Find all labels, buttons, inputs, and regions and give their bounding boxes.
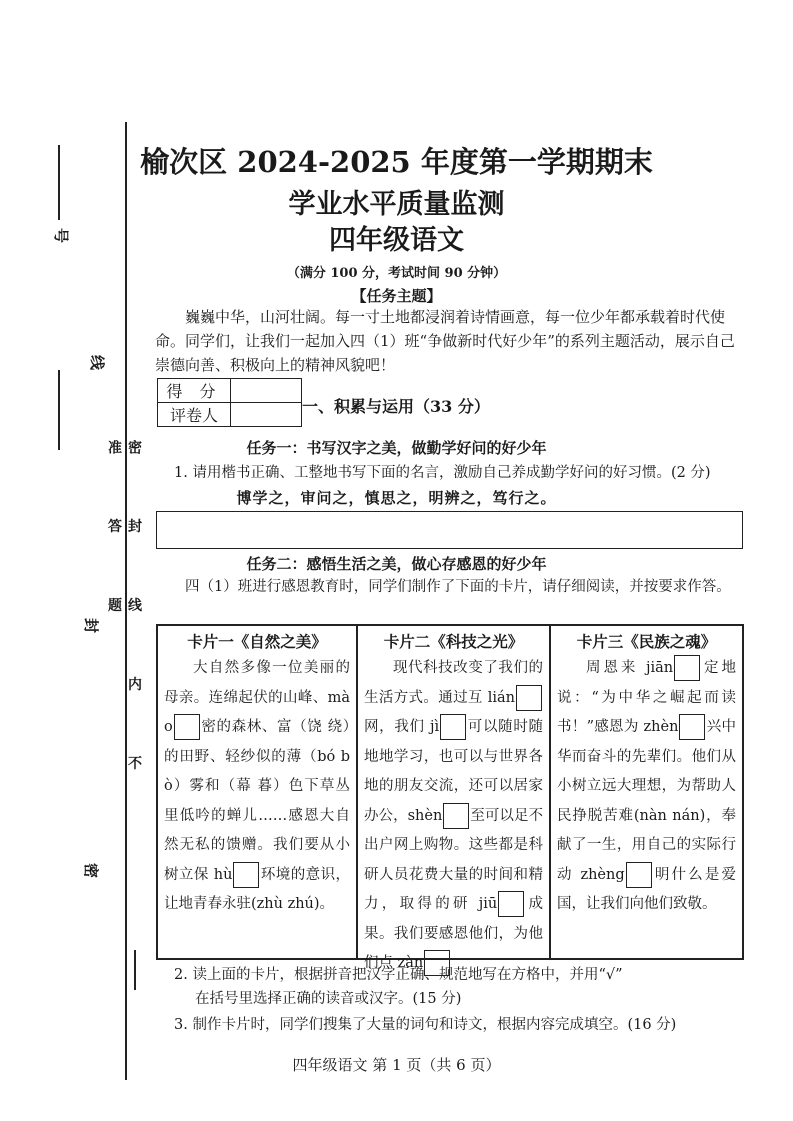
margin-mark-seal: 封 bbox=[82, 617, 101, 634]
card-technology-text: 现代科技改变了我们的生活方式。通过互 lián网，我们 jì 可以随时随地地学习，也可以与世界各地的朋友交流，还可以居家办公，shèn 至可以足不出户网上购物。这些都是科研人员花费大量的时间和精力，取得的研 jiū 成果。我们要感恩他们，为他们点 zàn bbox=[364, 654, 543, 979]
margin-fill-line-3 bbox=[134, 950, 136, 990]
task1-title: 任务一：书写汉字之美，做勤学好问的好少年 bbox=[246, 439, 547, 457]
task2-title: 任务二：感悟生活之美，做心存感恩的好少年 bbox=[246, 555, 547, 573]
pinyin-box[interactable] bbox=[674, 655, 700, 681]
question-2-line2: 在括号里选择正确的读音或汉字。(15 分) bbox=[195, 991, 462, 1007]
margin-mark-secret: 密 bbox=[82, 862, 101, 879]
task2-intro: 四（1）班进行感恩教育时，同学们制作了下面的卡片，请仔细阅读，并按要求作答。 bbox=[185, 579, 731, 595]
margin-mark-number: 号 bbox=[52, 227, 71, 244]
margin-mark-line: 线 bbox=[88, 354, 107, 371]
card-technology-title: 卡片二《科技之光》 bbox=[383, 632, 524, 651]
grader-label: 评卷人 bbox=[158, 403, 231, 427]
page-footer: 四年级语文 第 1 页（共 6 页） bbox=[292, 1056, 501, 1074]
card-nation-text: 周恩来 jiān 定地说：“为中华之崛起而读书！”感恩为 zhèn 兴中华而奋斗的先辈们。他们从小树立远大理想，为帮助人民挣脱苦难(nàn nán)，奉献了一生，用自己的实际行动 zhèng 明什么是爱国，让我们向他们致敬。 bbox=[557, 654, 736, 920]
card-nature-title: 卡片一《自然之美》 bbox=[187, 632, 327, 651]
pinyin-box[interactable] bbox=[174, 714, 200, 740]
exam-title-line1: 榆次区 2024-2025 年度第一学期期末 bbox=[140, 145, 653, 179]
question-2-line1: 2. 读上面的卡片，根据拼音把汉字正确、规范地写在方格中，并用“√” bbox=[174, 967, 623, 983]
card-technology bbox=[358, 626, 551, 971]
q1-answer-box[interactable] bbox=[156, 511, 743, 549]
motto: 博学之，审问之，慎思之，明辨之，笃行之。 bbox=[236, 489, 557, 507]
pinyin-box[interactable] bbox=[516, 685, 542, 711]
card-nation-title: 卡片三《民族之魂》 bbox=[576, 632, 717, 651]
exam-title-line3: 四年级语文 bbox=[329, 225, 464, 256]
pinyin-box[interactable] bbox=[440, 714, 466, 740]
score-label: 得 分 bbox=[158, 379, 231, 403]
exam-note: （满分 100 分，考试时间 90 分钟） bbox=[286, 266, 507, 281]
score-box bbox=[157, 378, 302, 427]
pinyin-box[interactable] bbox=[233, 862, 259, 888]
pinyin-box[interactable] bbox=[679, 714, 705, 740]
card-nature bbox=[158, 626, 358, 958]
pinyin-box[interactable] bbox=[443, 803, 469, 829]
pinyin-box[interactable] bbox=[626, 862, 652, 888]
question-1: 1. 请用楷书正确、工整地书写下面的名言，激励自己养成勤学好问的好习惯。(2 分) bbox=[174, 465, 711, 481]
pinyin-box[interactable] bbox=[498, 891, 524, 917]
question-3: 3. 制作卡片时，同学们搜集了大量的词句和诗文，根据内容完成填空。(16 分) bbox=[174, 1017, 677, 1033]
grader-blank[interactable] bbox=[231, 403, 302, 427]
theme-intro: 巍巍中华，山河壮阔。每一寸土地都浸润着诗情画意，每一位少年都承载着时代使命。同学们，让我们一起加入四（1）班“争做新时代好少年”的系列主题活动，展示自己崇德向善、积极向上的精神风貌吧！ bbox=[155, 308, 735, 374]
card-nature-text: 大自然多像一位美丽的母亲。连绵起伏的山峰、mào 密的森林、富（饶 绕）的田野、轻纱似的薄（bó bò）雾和（幕 暮）色下草丛里低吟的蝉儿……感恩大自然无私的馈赠。我们要从小树立保 hù 环境的意识，让地青春永驻(zhù zhú)。 bbox=[164, 660, 350, 912]
card-nation bbox=[551, 626, 742, 958]
margin-warning-vertical: 密 封 线 内 不 准 答 题 bbox=[106, 440, 142, 800]
score-blank[interactable] bbox=[231, 379, 302, 403]
section1-title: 一、积累与运用（33 分） bbox=[302, 397, 490, 416]
exam-title-line2: 学业水平质量监测 bbox=[288, 189, 505, 220]
cards-container bbox=[156, 624, 744, 971]
theme-heading: 【任务主题】 bbox=[351, 287, 442, 305]
